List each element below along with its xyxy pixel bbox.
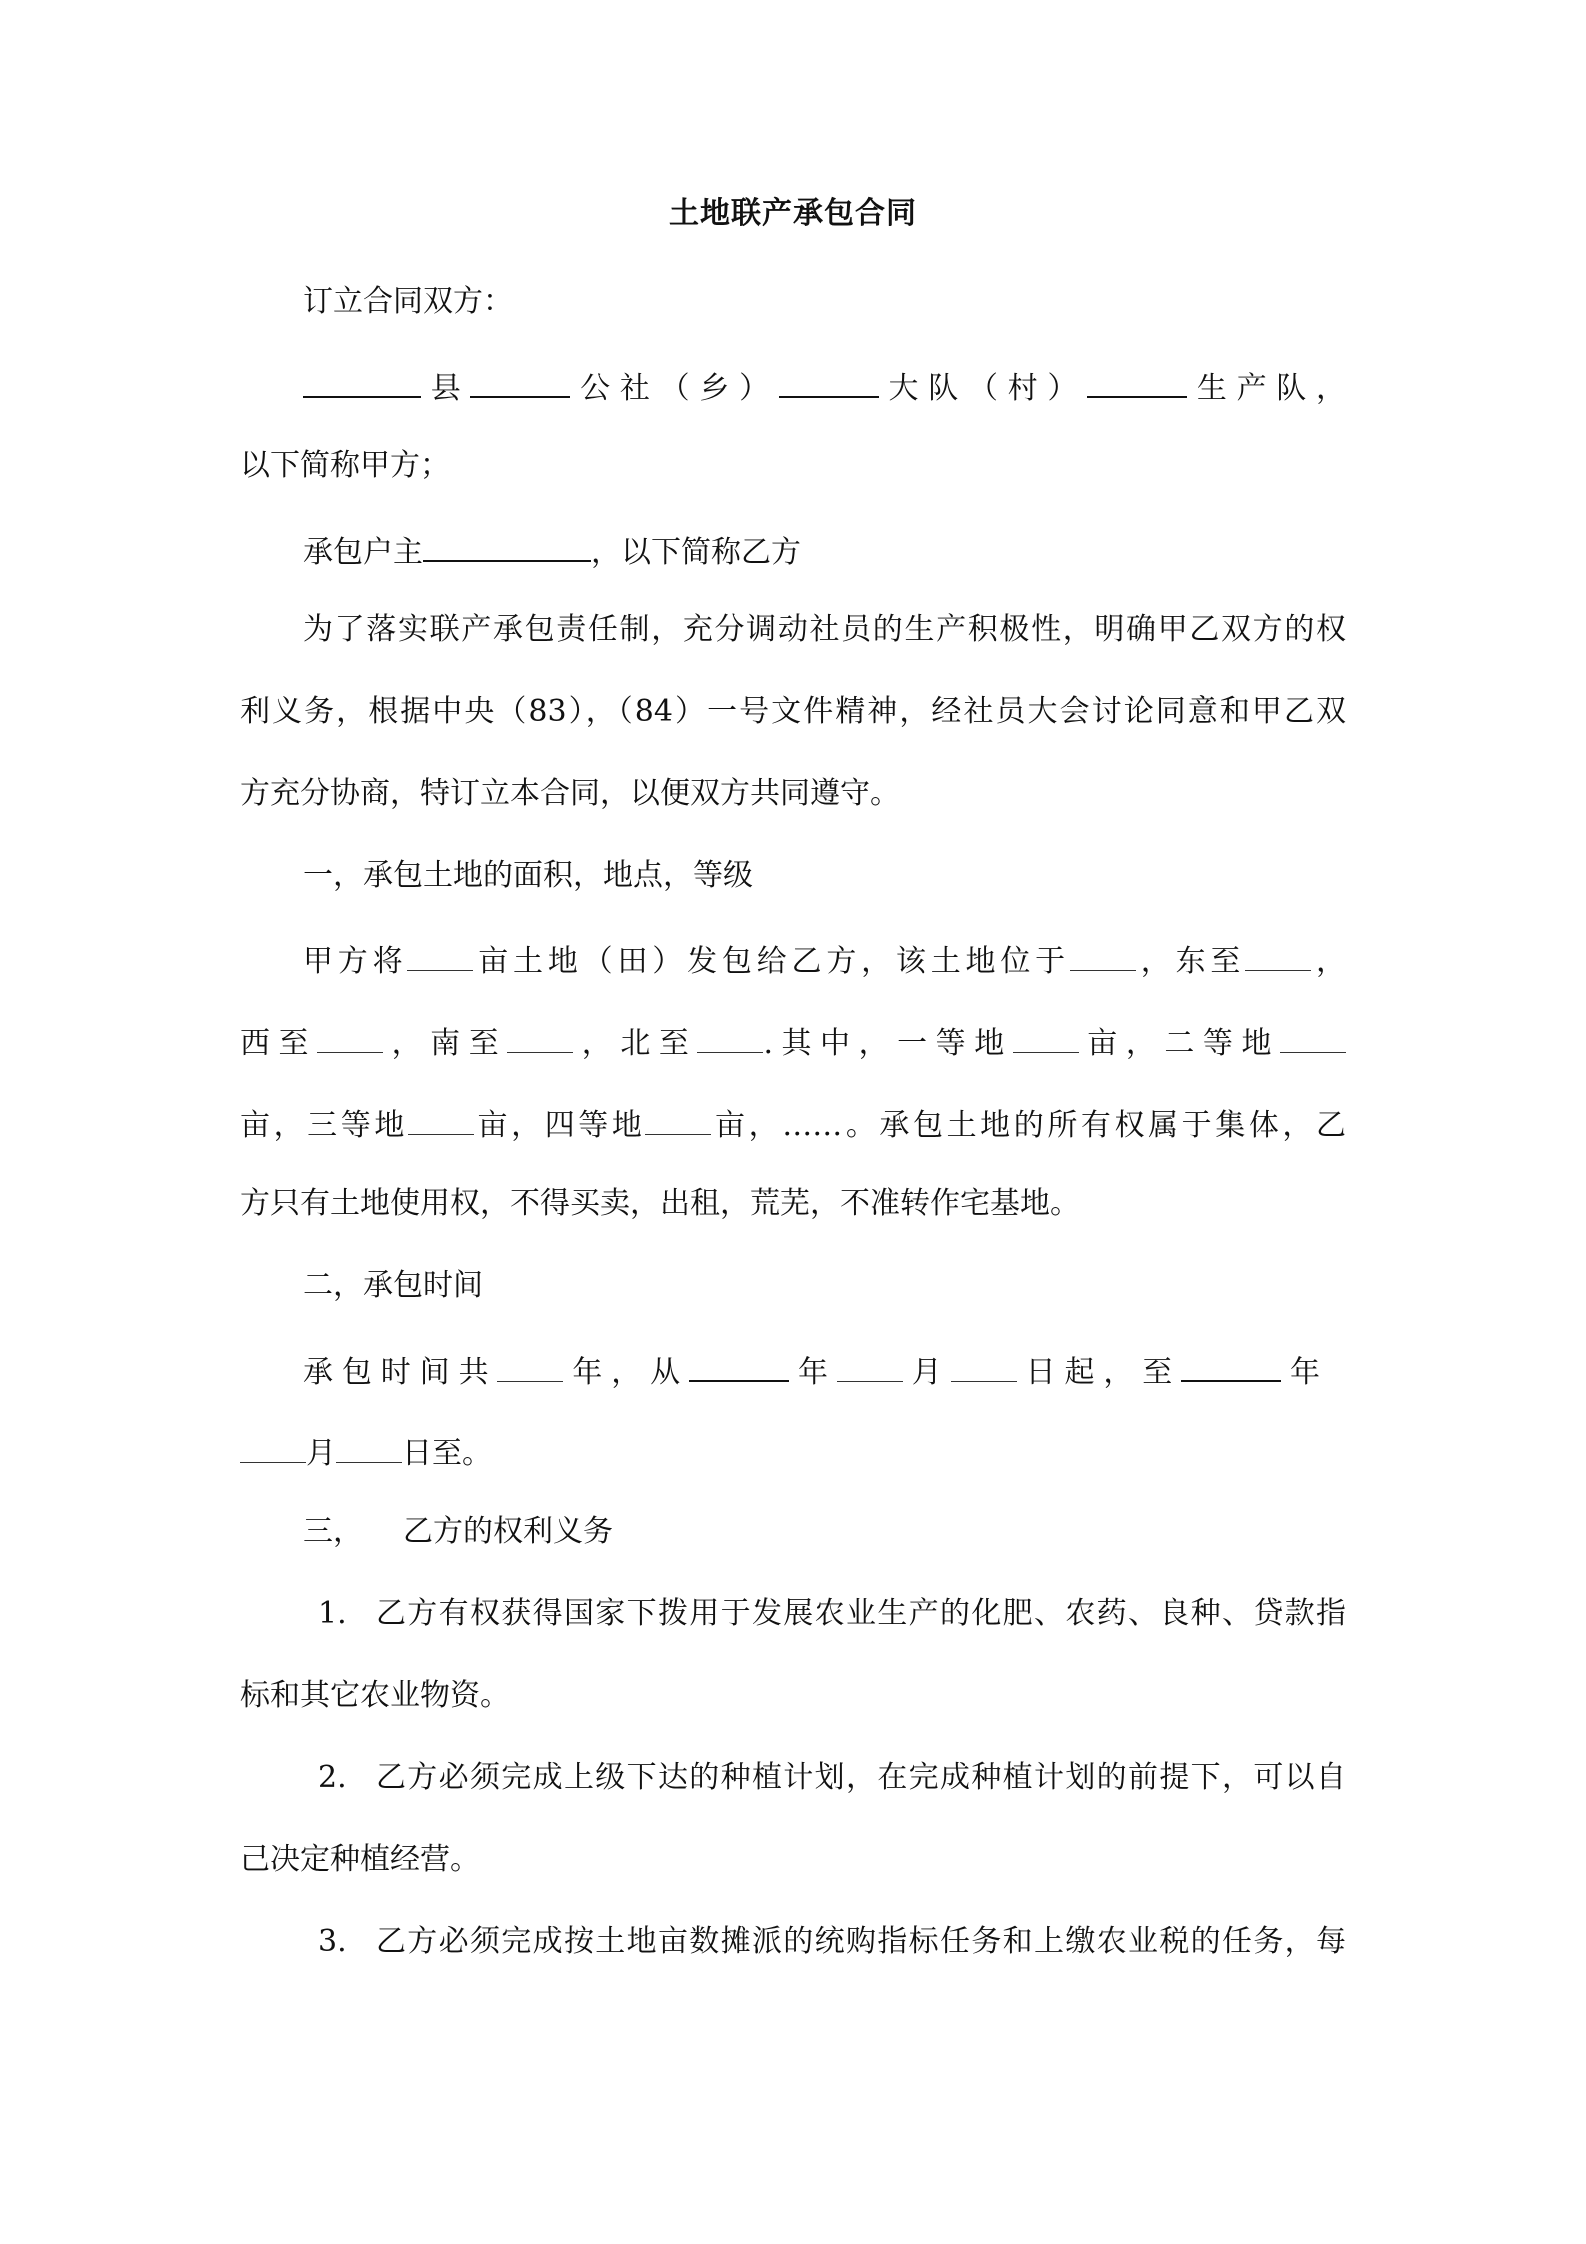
party-a-line bbox=[303, 364, 1346, 409]
party-b-line bbox=[303, 528, 1346, 573]
text: 年，从 bbox=[563, 1355, 690, 1390]
county-blank[interactable] bbox=[303, 364, 421, 398]
start-day-blank[interactable] bbox=[951, 1349, 1017, 1382]
text: 年 bbox=[1281, 1355, 1321, 1390]
text: 月 bbox=[902, 1355, 951, 1390]
team-blank[interactable] bbox=[1087, 364, 1187, 398]
item-text: 乙方必须完成按土地亩数摊派的统购指标任务和上缴农业税的任务，每 bbox=[374, 1924, 1346, 1959]
text: 亩，二等地 bbox=[1078, 1026, 1281, 1061]
text: 日起，至 bbox=[1016, 1355, 1182, 1390]
text: 西至 bbox=[240, 1026, 318, 1061]
section2-line-2 bbox=[240, 1430, 1346, 1474]
item-number: 2. bbox=[318, 1760, 347, 1795]
commune-label: 公社（乡） bbox=[570, 371, 779, 406]
years-blank[interactable] bbox=[497, 1349, 563, 1382]
preamble-line-1: 为了落实联产承包责任制，充分调动社员的生产积极性，明确甲乙双方的权 bbox=[303, 612, 1346, 647]
section3-title: 乙方的权利义务 bbox=[403, 1514, 613, 1549]
start-month-blank[interactable] bbox=[837, 1349, 903, 1382]
section1-line-3 bbox=[240, 1102, 1346, 1146]
text: 亩，四等地 bbox=[473, 1108, 646, 1143]
section2-heading: 二，承包时间 bbox=[303, 1268, 483, 1303]
end-year-blank[interactable] bbox=[1181, 1348, 1281, 1382]
party-b-suffix: ，以下简称乙方 bbox=[591, 535, 801, 570]
item-1-line-2: 标和其它农业物资。 bbox=[240, 1678, 510, 1713]
team-label: 生产队， bbox=[1187, 371, 1347, 406]
item-number: 3. bbox=[318, 1924, 347, 1959]
west-blank[interactable] bbox=[317, 1020, 383, 1053]
area-blank[interactable] bbox=[407, 938, 473, 971]
preamble-line-3: 方充分协商，特订立本合同，以便双方共同遵守。 bbox=[240, 776, 900, 811]
household-head-blank[interactable] bbox=[423, 528, 591, 562]
east-blank[interactable] bbox=[1245, 938, 1311, 971]
grade1-blank[interactable] bbox=[1013, 1020, 1079, 1053]
grade3-blank[interactable] bbox=[408, 1102, 474, 1135]
text: 甲方将 bbox=[303, 944, 408, 979]
parties-heading: 订立合同双方： bbox=[303, 284, 513, 319]
item-text: 乙方有权获得国家下拨用于发展农业生产的化肥、农药、良种、贷款指 bbox=[374, 1596, 1346, 1631]
item-number: 1. bbox=[318, 1596, 347, 1631]
text: .其中，一等地 bbox=[763, 1026, 1013, 1061]
grade2-blank[interactable] bbox=[1280, 1020, 1346, 1053]
commune-blank[interactable] bbox=[470, 364, 570, 398]
item-2-line-1 bbox=[318, 1758, 1346, 1798]
section1-line-4: 方只有土地使用权，不得买卖，出租，荒芜，不准转作宅基地。 bbox=[240, 1186, 1080, 1221]
brigade-label: 大队（村） bbox=[878, 371, 1088, 406]
north-blank[interactable] bbox=[697, 1020, 763, 1053]
text: ，北至 bbox=[573, 1026, 698, 1061]
brigade-blank[interactable] bbox=[779, 364, 879, 398]
text: 亩，三等地 bbox=[240, 1108, 408, 1143]
party-b-prefix: 承包户主 bbox=[303, 535, 423, 570]
section3-heading bbox=[303, 1512, 1346, 1552]
text: 年 bbox=[789, 1355, 837, 1390]
end-month-blank[interactable] bbox=[240, 1430, 306, 1463]
section1-line-1 bbox=[303, 938, 1346, 982]
text: ， bbox=[1311, 944, 1347, 979]
text: 承包时间共 bbox=[303, 1355, 498, 1390]
grade4-blank[interactable] bbox=[645, 1102, 711, 1135]
section1-heading: 一，承包土地的面积，地点，等级 bbox=[303, 858, 753, 893]
section2-line-1 bbox=[303, 1348, 1320, 1393]
document-title: 土地联产承包合同 bbox=[669, 196, 917, 231]
end-day-blank[interactable] bbox=[336, 1430, 402, 1463]
south-blank[interactable] bbox=[507, 1020, 573, 1053]
start-year-blank[interactable] bbox=[689, 1348, 789, 1382]
party-a-alias: 以下简称甲方； bbox=[240, 448, 450, 483]
location-blank[interactable] bbox=[1070, 938, 1136, 971]
text: ，东至 bbox=[1135, 944, 1246, 979]
text: ，南至 bbox=[383, 1026, 508, 1061]
item-2-line-2: 己决定种植经营。 bbox=[240, 1842, 480, 1877]
item-3-line-1 bbox=[318, 1922, 1346, 1962]
preamble-line-2: 利义务，根据中央（83），（84）一号文件精神，经社员大会讨论同意和甲乙双 bbox=[240, 694, 1346, 729]
text: 日至。 bbox=[402, 1436, 492, 1471]
county-label: 县 bbox=[421, 371, 471, 406]
text: 亩，……。承包土地的所有权属于集体，乙 bbox=[711, 1108, 1347, 1143]
text: 亩土地（田）发包给乙方，该土地位于 bbox=[473, 944, 1070, 979]
item-1-line-1 bbox=[318, 1594, 1346, 1634]
text: 月 bbox=[306, 1436, 336, 1471]
item-text: 乙方必须完成上级下达的种植计划，在完成种植计划的前提下，可以自 bbox=[374, 1760, 1346, 1795]
section1-line-2 bbox=[240, 1020, 1346, 1064]
section3-number: 三， bbox=[303, 1514, 363, 1549]
